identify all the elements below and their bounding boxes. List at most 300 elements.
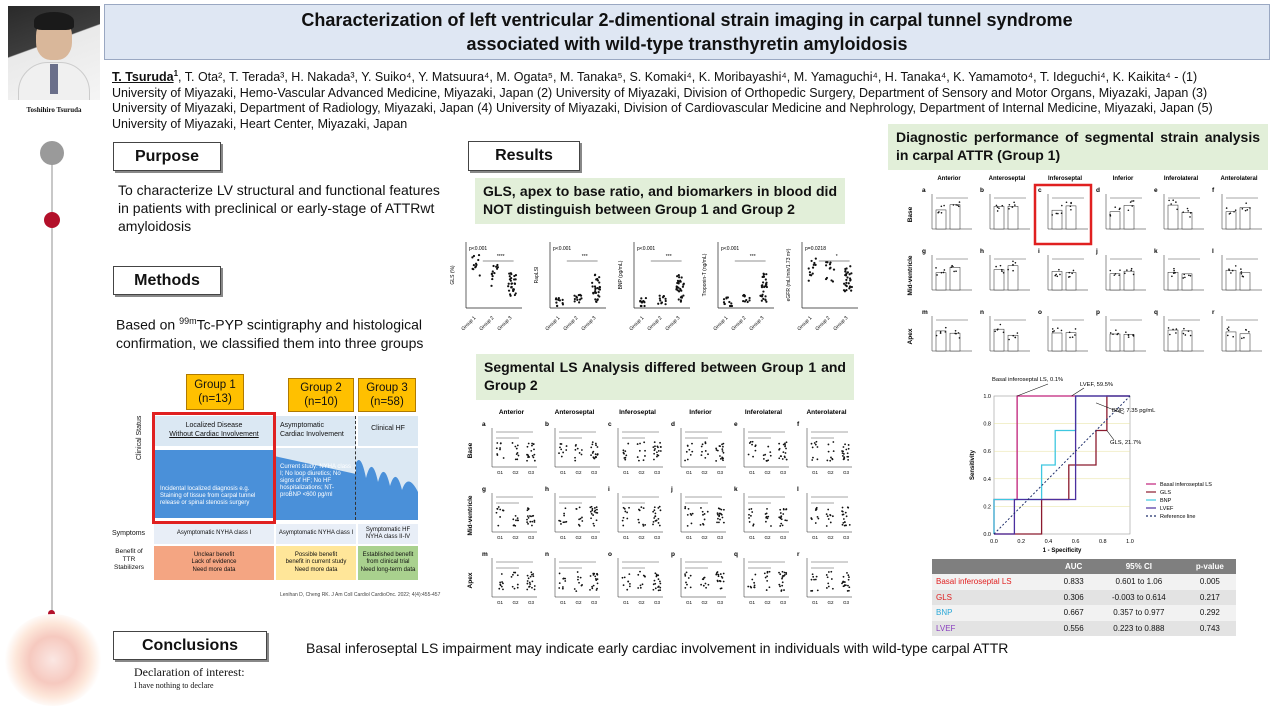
data-point — [639, 443, 641, 445]
panel-letter: h — [980, 248, 984, 255]
data-point — [782, 513, 784, 515]
group-tick: Group 2 — [478, 315, 496, 333]
bar — [1240, 334, 1250, 351]
data-point — [596, 512, 598, 514]
group-tick: G3 — [716, 535, 724, 540]
data-point — [750, 508, 752, 510]
data-point — [1001, 205, 1003, 207]
data-point — [784, 519, 786, 521]
group-tick: G1 — [811, 470, 819, 475]
panel-letter: n — [980, 309, 984, 316]
data-point — [628, 573, 630, 575]
data-point — [516, 458, 518, 460]
conclusions-label: Conclusions — [113, 631, 267, 660]
data-point — [659, 442, 661, 444]
data-point — [659, 587, 661, 589]
data-point — [560, 443, 562, 445]
data-point — [845, 279, 847, 281]
data-point — [817, 446, 819, 448]
data-point — [515, 278, 517, 280]
data-point — [1053, 330, 1055, 332]
data-point — [717, 580, 719, 582]
biomarker-chart — [702, 242, 774, 332]
stage-3-header: Clinical HF — [358, 416, 418, 446]
group-tick: G3 — [842, 470, 850, 475]
data-point — [530, 576, 532, 578]
data-point — [844, 443, 846, 445]
data-point — [581, 517, 583, 519]
data-point — [654, 572, 656, 574]
roc-annotation: BNP, 7.35 pg/mL — [1112, 408, 1156, 414]
data-point — [1017, 332, 1019, 334]
data-point — [744, 295, 746, 297]
biomarker-ylabel: Troponin-T (ng/mL) — [702, 253, 708, 297]
data-point — [556, 305, 558, 307]
data-point — [703, 585, 705, 587]
bar — [950, 267, 960, 290]
panel-letter: b — [980, 187, 984, 194]
data-point — [1189, 216, 1191, 218]
data-point — [528, 443, 530, 445]
group-tick: G1 — [811, 600, 819, 605]
data-point — [766, 580, 768, 582]
group-tick: Group 2 — [814, 315, 832, 333]
data-point — [655, 587, 657, 589]
data-point — [643, 459, 645, 461]
data-point — [751, 444, 753, 446]
data-point — [1185, 334, 1187, 336]
data-point — [778, 516, 780, 518]
data-point — [748, 517, 750, 519]
biomarker-ylabel: GLS (%) — [450, 265, 456, 285]
data-point — [778, 584, 780, 586]
data-point — [597, 298, 599, 300]
data-point — [563, 513, 565, 515]
data-point — [508, 272, 510, 274]
data-point — [720, 573, 722, 575]
data-point — [622, 520, 624, 522]
group-tick: G1 — [559, 535, 567, 540]
data-point — [560, 523, 562, 525]
data-point — [652, 446, 654, 448]
segment-header: Anterior — [498, 409, 525, 416]
data-point — [766, 512, 768, 514]
data-point — [526, 460, 528, 462]
data-point — [766, 589, 768, 591]
data-point — [764, 299, 766, 301]
data-point — [1170, 203, 1172, 205]
data-point — [657, 455, 659, 457]
data-point — [680, 301, 682, 303]
data-point — [688, 577, 690, 579]
data-point — [625, 454, 627, 456]
data-point — [1230, 272, 1232, 274]
data-point — [782, 581, 784, 583]
group-classification-figure — [112, 372, 425, 602]
data-point — [784, 457, 786, 459]
figure-citation: Lenihan D, Cheng RK. J Am Coll Cardiol CardioOnc. 2022; 4(4):455-457 — [280, 592, 441, 598]
data-point — [767, 571, 769, 573]
data-point — [1188, 274, 1190, 276]
row-benefit: Benefit of TTR Stabilizers — [114, 548, 144, 571]
authors-line-2: University of Miyazaki, Hemo-Vascular Advanced Medicine, Miyazaki, Japan (2) University of Miyazaki, Division of Orthopedic Surgery, Department of Sensory and Motor Organs, Miyazaki, Japan (3) — [112, 85, 1208, 100]
data-point — [814, 442, 816, 444]
data-point — [657, 303, 659, 305]
data-point — [1133, 274, 1135, 276]
data-point — [941, 205, 943, 207]
data-point — [514, 294, 516, 296]
panel-letter: p — [671, 551, 675, 558]
data-point — [513, 572, 515, 574]
data-point — [769, 571, 771, 573]
data-point — [643, 305, 645, 307]
data-point — [558, 452, 560, 454]
data-point — [623, 453, 625, 455]
group-tick: G3 — [590, 600, 598, 605]
data-point — [529, 582, 531, 584]
data-point — [512, 289, 514, 291]
data-point — [512, 574, 514, 576]
segment-panel — [980, 248, 1030, 290]
data-point — [1243, 337, 1245, 339]
data-point — [562, 302, 564, 304]
data-point — [783, 509, 785, 511]
conclusion-text: Basal inferoseptal LS impairment may indicate early cardiac involvement in individuals with wild-type carpal ATTR — [306, 640, 1009, 656]
data-point — [637, 519, 639, 521]
auc-value: 0.556 — [1053, 621, 1094, 637]
data-point — [591, 443, 593, 445]
data-point — [503, 457, 505, 459]
data-point — [1247, 209, 1249, 211]
data-point — [640, 587, 642, 589]
data-point — [764, 295, 766, 297]
data-point — [816, 508, 818, 510]
data-point — [717, 574, 719, 576]
data-point — [827, 509, 829, 511]
data-point — [592, 441, 594, 443]
data-point — [1183, 333, 1185, 335]
group-tick: G2 — [512, 470, 519, 475]
panel-letter: j — [671, 486, 673, 493]
segment-panel — [1212, 248, 1262, 290]
group-tick: G3 — [716, 600, 724, 605]
data-point — [847, 452, 849, 454]
data-point — [996, 205, 998, 207]
data-point — [849, 524, 851, 526]
data-point — [594, 298, 596, 300]
title-line-2: associated with wild-type transthyretin amyloidosis — [466, 34, 908, 54]
data-point — [1245, 210, 1247, 212]
data-point — [843, 446, 845, 448]
data-point — [687, 445, 689, 447]
group-tick: G1 — [748, 600, 756, 605]
data-point — [1248, 331, 1250, 333]
data-point — [812, 447, 814, 449]
segment-header: Anterolateral — [806, 409, 847, 416]
data-point — [779, 509, 781, 511]
data-point — [830, 522, 832, 524]
data-point — [643, 301, 645, 303]
group-tick: G3 — [653, 600, 661, 605]
panel-letter: j — [1096, 248, 1098, 255]
legend-label: Basal inferoseptal LS — [1160, 482, 1212, 488]
data-point — [997, 329, 999, 331]
data-point — [627, 581, 629, 583]
data-point — [530, 450, 532, 452]
segment-header: Anteroseptal — [554, 409, 595, 416]
data-point — [843, 576, 845, 578]
segment-panel — [1154, 248, 1204, 290]
p-value: 0.217 — [1184, 590, 1236, 606]
panel-letter: h — [545, 486, 549, 493]
auc-value: 0.833 — [1053, 574, 1094, 590]
data-point — [664, 298, 666, 300]
data-point — [492, 265, 494, 267]
data-point — [721, 448, 723, 450]
data-point — [1114, 274, 1116, 276]
data-point — [728, 301, 730, 303]
data-point — [643, 507, 645, 509]
authors-line-3: University of Miyazaki, Department of Radiology, Miyazaki, Japan (4) University of Miyazaki, Division of Cardiovascular Medicine and Nephrology, Department of Internal Medicine, Miyazaki, Japan (5) — [112, 101, 1213, 116]
data-point — [559, 446, 561, 448]
data-point — [848, 579, 850, 581]
data-point — [639, 571, 641, 573]
data-point — [644, 455, 646, 457]
panel-letter: g — [482, 486, 486, 493]
data-point — [717, 518, 719, 520]
data-point — [592, 508, 594, 510]
data-point — [503, 510, 505, 512]
data-point — [498, 506, 500, 508]
data-point — [1068, 276, 1070, 278]
data-point — [817, 589, 819, 591]
results-heading-1: GLS, apex to base ratio, and biomarkers in blood did NOT distinguish between Group 1 and Group 2 — [475, 178, 845, 224]
data-point — [763, 276, 765, 278]
data-point — [994, 330, 996, 332]
data-point — [722, 577, 724, 579]
data-point — [501, 581, 503, 583]
data-point — [1131, 205, 1133, 207]
data-point — [558, 520, 560, 522]
level-label: Base — [467, 442, 474, 459]
stage-1-body: Incidental localized diagnosis e.g. Staining of tissue from carpal tunnel release or spinal stenosis surgery — [160, 486, 256, 506]
methods-text: Based on $^{99m}$Tc-PYP scintigraphy and histological confirmation, we classified them into three groups — [116, 316, 424, 351]
data-point — [626, 518, 628, 520]
group-tick: G1 — [496, 600, 504, 605]
data-point — [717, 512, 719, 514]
data-point — [682, 294, 684, 296]
data-point — [958, 332, 960, 334]
data-point — [622, 449, 624, 451]
data-point — [528, 577, 530, 579]
segment-header: Inferior — [689, 409, 712, 416]
data-point — [531, 587, 533, 589]
data-point — [590, 454, 592, 456]
roc-annotation: GLS, 21.7% — [1110, 440, 1142, 446]
data-point — [644, 575, 646, 577]
data-point — [701, 451, 703, 453]
p-value: 0.743 — [1184, 621, 1236, 637]
diagnostic-heading: Diagnostic performance of segmental strain analysis in carpal ATTR (Group 1) — [888, 124, 1268, 170]
bar — [950, 333, 960, 351]
data-point — [953, 204, 955, 206]
data-point — [516, 448, 518, 450]
auc-value: 0.306 — [1053, 590, 1094, 606]
data-point — [1057, 213, 1059, 215]
data-point — [595, 444, 597, 446]
data-point — [599, 288, 601, 290]
row-clinical-status: Clinical Status — [136, 415, 143, 460]
data-point — [676, 287, 678, 289]
auc-row-label: BNP — [932, 605, 1053, 621]
data-point — [755, 450, 757, 452]
data-point — [527, 523, 529, 525]
data-point — [1187, 208, 1189, 210]
data-point — [659, 581, 661, 583]
data-point — [1245, 202, 1247, 204]
data-point — [517, 584, 519, 586]
data-point — [1175, 332, 1177, 334]
biomarker-p: p<0.001 — [721, 246, 740, 252]
data-point — [1069, 332, 1071, 334]
data-point — [845, 274, 847, 276]
data-point — [691, 523, 693, 525]
data-point — [680, 290, 682, 292]
data-point — [716, 572, 718, 574]
data-point — [527, 580, 529, 582]
roc-x-tick: 0.6 — [1071, 539, 1080, 545]
data-point — [843, 581, 845, 583]
data-point — [1117, 333, 1119, 335]
results-heading-2: Segmental LS Analysis differed between Group 1 and Group 2 — [476, 354, 854, 400]
data-point — [779, 585, 781, 587]
data-point — [656, 445, 658, 447]
legend-label: GLS — [1160, 490, 1172, 496]
data-point — [1226, 207, 1228, 209]
data-point — [842, 455, 844, 457]
data-point — [496, 268, 498, 270]
data-point — [943, 205, 945, 207]
data-point — [514, 446, 516, 448]
data-point — [496, 447, 498, 449]
data-point — [562, 588, 564, 590]
segment-panel — [734, 421, 789, 475]
data-point — [591, 513, 593, 515]
data-point — [702, 514, 704, 516]
data-point — [1176, 209, 1178, 211]
data-point — [579, 506, 581, 508]
roc-x-tick: 0.0 — [990, 539, 998, 545]
data-point — [517, 517, 519, 519]
group-tick: G2 — [638, 535, 645, 540]
data-point — [1070, 205, 1072, 207]
data-point — [565, 449, 567, 451]
group-tick: G2 — [575, 535, 582, 540]
panel-letter: l — [797, 486, 799, 493]
data-point — [597, 446, 599, 448]
data-point — [1182, 277, 1184, 279]
data-point — [813, 579, 815, 581]
panel-letter: q — [1154, 309, 1158, 316]
bar — [1110, 334, 1120, 351]
group-tick: G1 — [685, 470, 693, 475]
data-point — [622, 525, 624, 527]
bar — [1008, 266, 1018, 290]
data-point — [1241, 273, 1243, 275]
data-point — [534, 460, 536, 462]
data-point — [815, 444, 817, 446]
data-point — [940, 332, 942, 334]
data-point — [1245, 329, 1247, 331]
data-point — [591, 282, 593, 284]
diagnostic-strain-grid — [900, 174, 1266, 366]
biomarker-ylabel: RapLSI — [534, 266, 540, 284]
group-1-box: Group 1 (n=13) — [186, 374, 244, 410]
data-point — [769, 586, 771, 588]
panel-letter: k — [734, 486, 738, 493]
bar — [1110, 212, 1120, 229]
data-point — [592, 452, 594, 454]
data-point — [1232, 336, 1234, 338]
data-point — [577, 576, 579, 578]
data-point — [684, 508, 686, 510]
segment-panel — [1212, 309, 1262, 351]
data-point — [534, 585, 536, 587]
group-tick: G2 — [638, 600, 645, 605]
data-point — [812, 457, 814, 459]
data-point — [705, 450, 707, 452]
segment-panel — [608, 486, 663, 540]
authors-line-1: , T. Ota², T. Terada³, H. Nakada³, Y. Suiko⁴, Y. Matsuura⁴, M. Ogata⁵, M. Tanaka⁵, S. Komaki⁴, K. Moribayashi⁴, M. Yamaguchi⁴, H. Tanaka⁴, K. Yamamoto⁴, T. Ideguchi⁴, K. Kaikita⁴ - (1) — [178, 70, 1198, 85]
data-point — [1012, 264, 1014, 266]
data-point — [654, 449, 656, 451]
data-point — [1014, 204, 1016, 206]
auc-row-label: Basal inferoseptal LS — [932, 574, 1053, 590]
data-point — [575, 590, 577, 592]
data-point — [593, 585, 595, 587]
data-point — [534, 520, 536, 522]
timeline-dot-red — [44, 212, 60, 228]
data-point — [574, 298, 576, 300]
data-point — [1242, 275, 1244, 277]
data-point — [826, 587, 828, 589]
segment-panel — [671, 421, 726, 475]
data-point — [765, 521, 767, 523]
data-point — [1118, 274, 1120, 276]
data-point — [761, 284, 763, 286]
data-point — [578, 519, 580, 521]
data-point — [684, 573, 686, 575]
data-point — [763, 273, 765, 275]
data-point — [509, 293, 511, 295]
data-point — [1228, 329, 1230, 331]
data-point — [627, 443, 629, 445]
data-point — [702, 511, 704, 513]
data-point — [658, 589, 660, 591]
data-point — [782, 571, 784, 573]
data-point — [511, 286, 513, 288]
data-point — [590, 517, 592, 519]
data-point — [517, 574, 519, 576]
biomarker-p: p<0.001 — [553, 246, 572, 252]
roc-chart — [958, 374, 1246, 556]
data-point — [1071, 273, 1073, 275]
auc-row — [932, 605, 1236, 621]
data-point — [654, 441, 656, 443]
data-point — [1003, 272, 1005, 274]
data-point — [686, 451, 688, 453]
data-point — [846, 572, 848, 574]
